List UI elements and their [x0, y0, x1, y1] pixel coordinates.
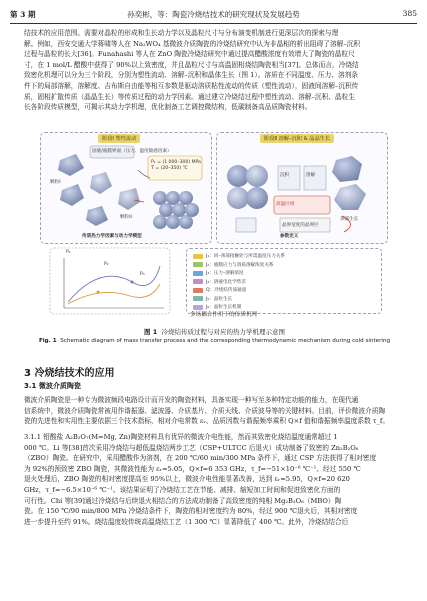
- p3-label: P₃: [140, 272, 145, 277]
- text-line: 退火处理后，ZBO 陶瓷的相对密度提高至 95%以上，微波介电性能显著改善，达到 εᵣ=5.95，Q×f=20 620: [24, 475, 350, 484]
- text-line: 过程与晶粒的长大[36]。Funahashi 等人在 ZnO 陶瓷冷烧结研究中通过提高醋酸浓度有效增大了陶瓷的晶粒尺: [24, 50, 355, 59]
- text-line: 件下的局部溶解，溶解度、吉布斯自由能等相互参数是驱动溶质粘性流动的传质（塑性流动），固液间溶解–沉积传: [24, 81, 359, 90]
- body-paragraph-2: [24, 395, 405, 427]
- running-title: 孙奕彬，等：陶瓷冷烧结技术的研究现状及发展趋势: [127, 10, 300, 19]
- legend-swatch: [193, 296, 203, 301]
- legend-swatch: [193, 271, 203, 276]
- right-title: 参数定义: [280, 234, 299, 239]
- figure-label-cn: 图 1: [144, 328, 158, 336]
- text-line: 可行性。Chi 等[39]通过冷烧结与后续退火相结合的方法成功制备了高致密度的纯相 Mg₂B₂O₆（MBO）陶: [24, 496, 342, 505]
- issue-number: 第 3 期: [10, 10, 36, 19]
- legend-item: J₄：溶液电化学势差: [193, 279, 375, 285]
- text-line: 3.1.1 钼酸盐 A₂B₂O₇(M=Mg, Zn)陶瓷材料具有优异的微波介电性能，然而其致密化烧结温度通常超过 1: [24, 433, 338, 441]
- text-line: （ZBO）陶瓷。在研究中，采用醋酸作为溶剂，在 200 ℃/60 min/300 MPa 条件下，通过 CSP 方法获得了相对密度: [24, 454, 377, 463]
- text-line: 瓷。在 150 ℃/90 min/800 MPa 冷烧结条件下，陶瓷的相对密度约为 80%，经过 900 ℃退火后，其相对密度: [24, 507, 358, 516]
- figure-caption-text-cn: 冷烧结传质过程与对应的热力学机理示意图: [161, 328, 285, 336]
- deposition-label: 沉积: [280, 173, 290, 178]
- p1-label: P₁: [66, 250, 71, 255]
- text-line: 质，固相扩散传质（晶晶生长）等传质过程的动力学因素。通过建立冷烧结过程中塑性流动、溶解–沉积、晶粒生: [24, 92, 356, 101]
- legend: [186, 248, 382, 314]
- legend-item: J₃：压力–溶解浓度: [193, 270, 375, 276]
- text-line: 寸，在 1 mol/L 醋酸中获得了 90%以上致密度，并且晶粒尺寸与高温固相烧结陶瓷相当[37]。总体而言，冷烧结: [24, 60, 359, 69]
- text-line: GHz，τ_f=−6.5×10⁻⁶ ℃⁻¹。该结果证明了冷烧结工艺在节能、减排、缩短加工时间和促进致密化方面的: [24, 485, 341, 494]
- page-number: 385: [402, 9, 417, 18]
- text-line: 为 92%的预致密 ZBO 陶瓷，其微波性能为 εᵣ=5.05，Q×f=6 353 GHz，τ_f=−51×10⁻⁶ ℃⁻¹。经过 550 ℃: [24, 464, 361, 473]
- text-line: 瓷的先进性和实用性主要依据三个技术指标，相对介电常数 εᵣ、品质因数与谐振频率乘积 Q×f 值和谐振频率温度系数 τ_f。: [24, 417, 390, 426]
- figure-caption-cn: [24, 327, 405, 336]
- text-line: 致密化机理可以分为三个阶段，分别为塑性流动、溶解–沉积和晶体生长（图 1）。溶质在不同温度、压力、溶剂条: [24, 71, 359, 80]
- grain-boundary-label: 晶界宽度的晶界区: [282, 223, 319, 228]
- p2-label: P₂: [104, 262, 109, 267]
- text-line: 长各阶段传质模型，可揭示其动力学机理，优化制备工艺调控微结构，低碳制备高品质陶瓷材料。: [24, 103, 312, 112]
- legend-swatch: [193, 262, 203, 267]
- stage-2-tag: 阶段Ⅱ 溶解–沉积 & 晶晶生长: [260, 134, 334, 143]
- neck-growth-label: 颈部生长: [340, 217, 359, 222]
- stage-1-tag: 阶段Ⅰ 塑性流动: [98, 134, 140, 143]
- bottom-region: [50, 248, 170, 314]
- formula-box: P₁ = (1 000–300) MPa T = (20–350) ℃: [151, 160, 201, 171]
- figure-1: [40, 132, 386, 320]
- text-line: 结技术的应用范围。需要对晶粒的形成和生长动力学以及晶粒尺寸与分布演变机制进行更深层次的探索与理: [24, 29, 339, 37]
- subsection-heading: 3.1 微波介质陶瓷: [24, 382, 81, 390]
- legend-item: J₂：液膜应力与溶质溶解浓度关系: [193, 262, 375, 268]
- interface-label: 固液/液膜界面（压力、温度敏感因素）: [92, 149, 172, 154]
- liquid-label: 颗粒II: [120, 215, 132, 220]
- running-header: [10, 5, 417, 24]
- figure-caption-text-en: Schematic diagram of mass transfer process and the corresponding thermodynamic mechanism during cold sintering: [60, 338, 391, 344]
- dissolution-label: 溶解: [306, 173, 316, 178]
- body-paragraph-1: [24, 28, 405, 113]
- legend-swatch: [193, 288, 203, 293]
- text-line: 微波介质陶瓷是一种专为微波频段电路设计而开发的陶瓷材料，具备实现一种写至多种特定功能的能力，在现代通: [24, 396, 359, 404]
- text-line: 解。例如，西安交通大学蒋啸等人在 Na₂WO₄ 基微波介质陶瓷的冷烧结研究中认为非晶相的析出阻碍了溶解–沉积: [24, 39, 361, 48]
- legend-swatch: [193, 279, 203, 284]
- legend-swatch: [193, 305, 203, 310]
- legend-item: J₆：晶粒生长机制: [193, 304, 375, 310]
- solid-label: 颗粒I: [50, 180, 61, 185]
- legend-item: Q：冷烧结传质通量: [193, 287, 375, 293]
- figure-label-en: Fig. 1: [38, 338, 57, 344]
- legend-item: J₅：晶粒生长: [193, 296, 375, 302]
- legend-item: J₁：同–颈部接触处与所需温度压力关系: [193, 253, 375, 259]
- text-line: 信系统中，微波介质陶瓷常被用作谐振器、滤波器、介质基片、介质天线、介质波导等的关键材料。目前，评价微波介质陶: [24, 406, 386, 415]
- bottom-title: 多场耦合作用下的传质机理: [190, 312, 258, 318]
- section-heading: 3 冷烧结技术的应用: [24, 368, 115, 379]
- high-temp-label: 高温区域: [276, 202, 295, 207]
- legend-swatch: [193, 254, 203, 259]
- mid-title: 传质热力学因素与动力学模型: [82, 234, 142, 239]
- text-line: 进一步提升至约 91%。烧结温度较传统高温烧结工艺（1 300 ℃）显著降低了 400 ℃。此外，冷烧结结合后: [24, 517, 349, 526]
- text-line: 000 ℃。Li 等[38]首次采用冷烧结与超低温烧结两步工艺（CSP+ULTCC 后退火）成功制备了致密的 Zn₂B₂O₆: [24, 443, 359, 452]
- figure-caption-en: [24, 338, 405, 344]
- body-paragraph-3: [24, 432, 405, 527]
